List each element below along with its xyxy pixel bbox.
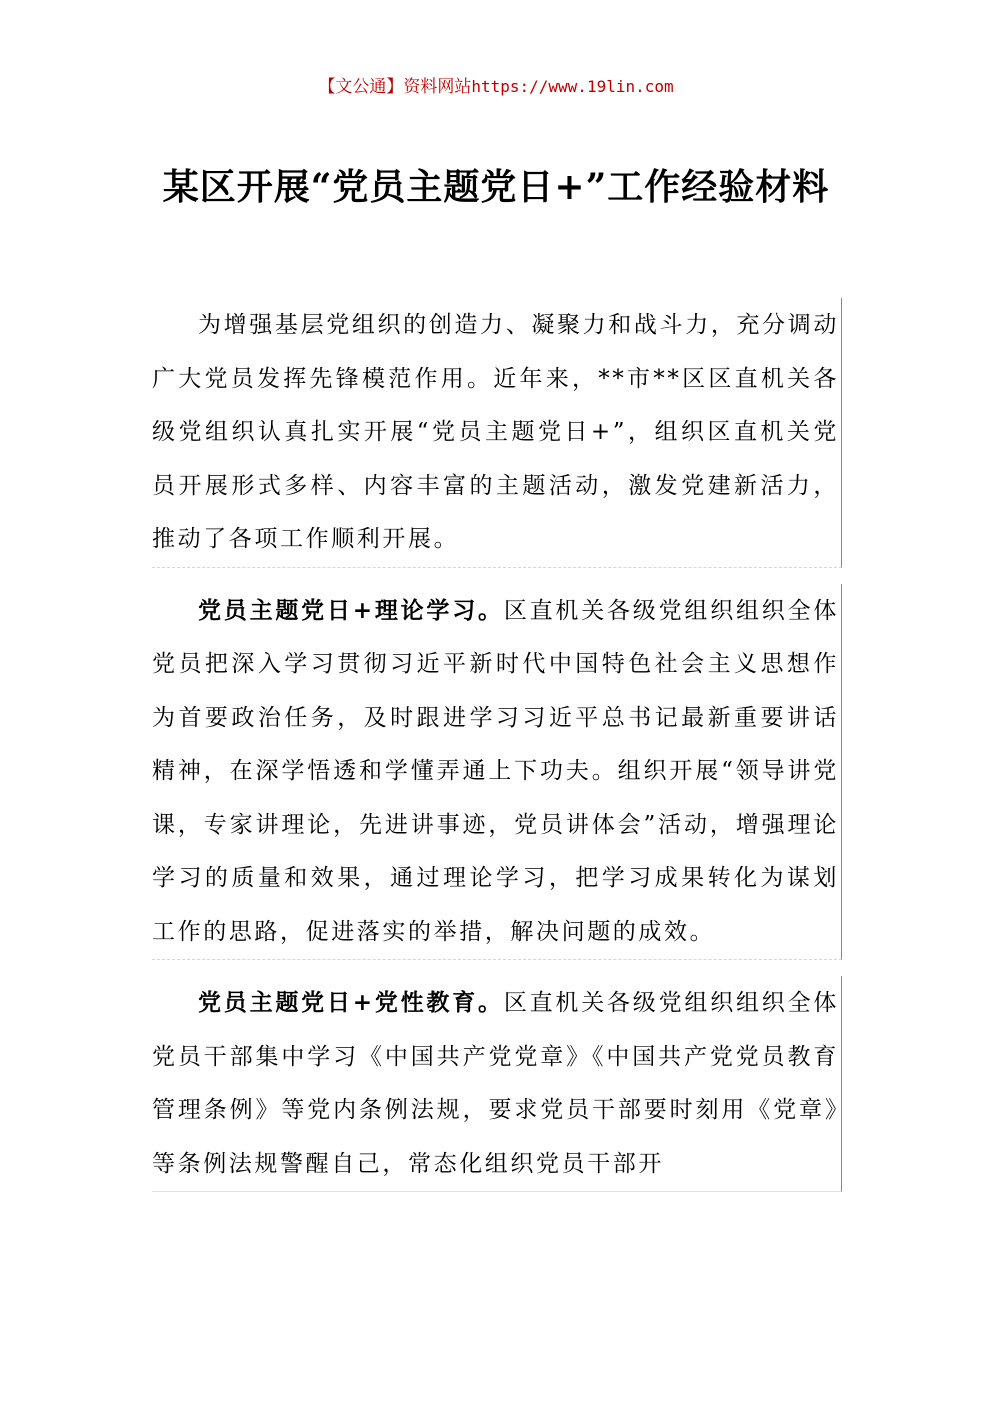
paragraph-text: 区直机关各级党组织组织全体党员把深入学习贯彻习近平新时代中国特色社会主义思想作为首要政治任务，及时跟进学习习近平总书记最新重要讲话精神，在深学悟透和学懂弄通上下功夫。组织开展“领导讲党课，专家讲理论，先进讲事迹，党员讲体会”活动，增强理论学习的质量和效果，通过理论学习，把学习成果转化为谋划工作的思路，促进落实的举措，解决问题的成效。 [152,597,839,945]
paragraph-text: 区直机关各级党组织组织全体党员干部集中学习《中国共产党党章》《中国共产党党员教育管理条例》等党内条例法规，要求党员干部要时刻用《党章》等条例法规警醒自己，常态化组织党员干部开 [152,990,839,1177]
paragraph-lead: 党员主题党日+理论学习。 [198,596,504,624]
source-url[interactable]: https://www.19lin.com [471,77,674,96]
paragraph-text: 为增强基层党组织的创造力、凝聚力和战斗力，充分调动广大党员发挥先锋模范作用。近年来，**市**区区直机关各级党组织认真扎实开展“党员主题党日+”，组织区直机关党员开展形式多样、内容丰富的主题活动，激发党建新活力，推动了各项工作顺利开展。 [152,312,839,552]
source-header [0,76,992,98]
source-brand: 【文公通】资料网站 [318,77,472,97]
paragraph-intro [152,298,842,568]
paragraph-lead: 党员主题党日+党性教育。 [198,989,504,1016]
paragraph-theory-study [152,584,842,961]
paragraph-party-education [152,976,842,1192]
document-title: 某区开展“党员主题党日+”工作经验材料 [162,166,830,208]
document-body [152,298,842,1192]
